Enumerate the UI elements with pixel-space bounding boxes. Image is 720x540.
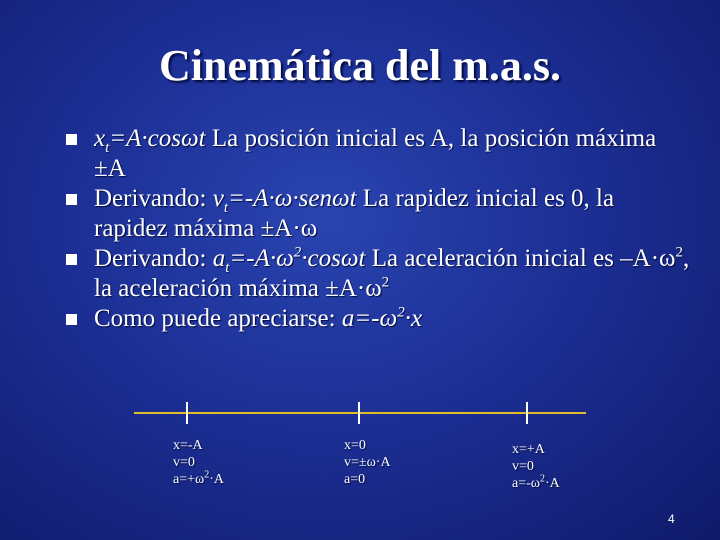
axis-label-right [512,441,560,492]
oscillation-axis-line [134,412,586,414]
conclusion-formula: $a=-\omega^2\cdot x$ [341,304,423,332]
bullet-item-acceleration [62,244,692,304]
left-position-value: x=-A [173,438,203,453]
bullet-item-conclusion [62,304,692,334]
center-position-value: x=0 [344,438,366,453]
bullet-item-velocity [62,184,692,244]
acceleration-text: La aceleración inicial es $-A\cdot\omega^2$, la aceleración máxima $\pm A\cdot\omega^2$ [94,244,690,302]
square-bullet-icon [66,194,77,205]
axis-label-center [344,437,391,488]
square-bullet-icon [66,314,77,325]
slide-title: Cinemática del m.a.s. [158,41,562,90]
tick-left [186,402,188,424]
velocity-text: La rapidez inicial es 0, la rapidez máxima ±A·ω [94,185,615,242]
bullet-item-position [62,124,692,184]
right-acceleration-value: $a=-\omega^2\cdot A$ [512,473,560,491]
tick-right [526,402,528,424]
center-acceleration-value: a=0 [344,472,366,487]
right-velocity-value: v=0 [512,459,534,474]
page-number: 4 [668,512,675,526]
axis-label-left [173,437,224,488]
acceleration-formula: $a_t=-A\cdot\omega^2\cdot\cos\omega t$ [212,244,366,276]
bullet-list [62,124,692,334]
velocity-formula: $v_t=-A\cdot\omega\cdot sen\omega t$ [212,185,357,216]
left-acceleration-value: $a=+\omega^2\cdot A$ [173,469,225,487]
velocity-lead: Derivando: [94,185,213,212]
conclusion-lead: Como puede apreciarse: [94,305,342,332]
position-formula: $x_t=A\cdot\cos\omega t$ [94,125,206,156]
square-bullet-icon [66,254,77,265]
square-bullet-icon [66,134,77,145]
right-position-value: x=+A [512,442,545,457]
acceleration-lead: Derivando: [94,245,213,272]
center-velocity-value: v=±ω·A [344,455,391,470]
tick-center [358,402,360,424]
position-text: La posición inicial es A, la posición máxima ±A [94,125,657,182]
left-velocity-value: v=0 [173,455,195,470]
